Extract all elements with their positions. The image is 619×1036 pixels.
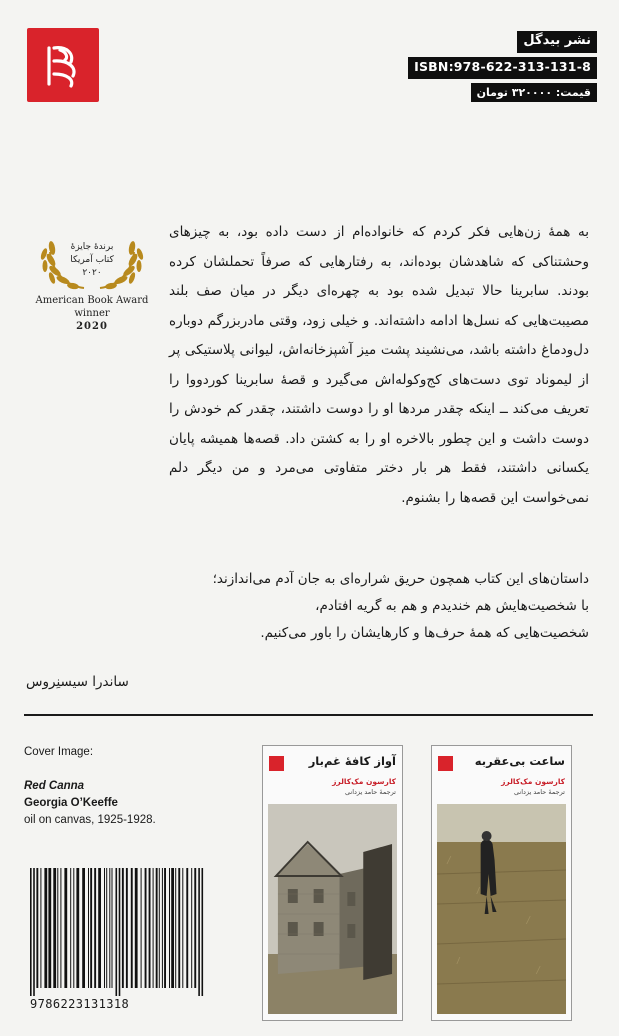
barcode-bar [191,868,192,988]
cover-image-title: Red Canna [24,780,85,792]
related-book-author: کارسون مک‌کالرز [501,777,565,786]
isbn-label: ISBN:978-622-313-131-8 [408,57,597,79]
publisher-logo-icon [438,756,453,771]
related-book-title: آواز کافهٔ غم‌بار [308,754,396,768]
barcode-bar [106,868,107,988]
publisher-logo [27,28,99,102]
barcode-bar [164,868,166,988]
barcode-bar [126,868,128,988]
publisher-logo-icon [269,756,284,771]
barcode-bar [145,868,147,988]
award-fa-text: برندهٔ جایزهٔ کتاب آمریکا ۲۰۲۰ [70,242,114,278]
related-book-translator: ترجمهٔ حامد یزدانی [513,788,565,796]
cover-image-label: Cover Image: [24,746,94,758]
isbn-barcode [28,868,208,1016]
barcode-bar [60,868,61,988]
related-book-cover [431,745,572,1021]
quote-line: با شخصیت‌هایش هم خندیدم و هم به گریه افتادم، [315,598,589,614]
barcode-bar [162,868,163,988]
barcode-bar [175,868,176,988]
related-book-title: ساعت بی‌عقربه [474,754,565,768]
barcode-bar [53,868,56,988]
cover-image-medium: oil on canvas, 1925-1928. [24,814,156,826]
barcode-bar [149,868,151,988]
barcode-bar [94,868,96,988]
barcode-bar [202,868,204,996]
publisher-logo-icon [27,28,99,102]
publisher-info [399,31,597,102]
barcode-bar [98,868,101,988]
barcode-bar [131,868,133,988]
review-quote [29,566,589,647]
barcode-bar [141,868,142,988]
barcode-bar [36,868,38,988]
barcode-bar [40,868,41,988]
barcode-bar [119,868,121,996]
barcode-bar [109,868,110,988]
barcode-number: 9786223131318 [30,997,130,1011]
publisher-name: نشر بیدگل [517,31,597,53]
barcode-bar [122,868,124,988]
barcode-bar [73,868,74,988]
barcode-bar [48,868,51,988]
quote-line: شخصیت‌هایی که همهٔ حرف‌ها و کارهایشان را باور می‌کنیم. [260,625,589,641]
barcode-bar [194,868,196,988]
barcode-bar [169,868,170,988]
barcode-icon [28,868,204,996]
blurb-text: به همهٔ زن‌هایی فکر کردم که خانواده‌ام از دست داده بود، به چیزهای وحشتناکی که شاهدشان بوده‌اند، به رفتارهایی که صرفاً تحملشان کرده بودند. سابرینا حالا تبدیل شده بود به چهره‌ای دیگر در میان صف بلند مصیبت‌هایی که نسل‌ها ادامه داشته‌اند. و خیلی زود، وقتی مادربزرگم دوباره دل‌ودماغ داشته باشد، می‌نشیند پشت میز آشپزخانه‌اش، لیوانی پلاستیکی پر از لیموناد توی دست‌های کج‌وکوله‌اش می‌گیرد و قصهٔ سابرینا کوردووا را تعریف می‌کند ــ اینکه چقدر مردها او را دوست داشتند، چقدر کم خودش را دوست داشت و این چطور بالاخره او را به کشتن داد. قصه‌ها همیشه پایان یکسانی داشتند، فقط هر بار دختر متفاوتی می‌مرد و من دیگر دلم نمی‌خواست این قصه‌ها را بشنوم. [169,224,589,506]
barcode-bar [178,868,180,988]
barcode-bar [116,868,118,996]
barcode-bar [30,868,32,996]
barcode-bar [70,868,71,988]
quote-author: ساندرا سیسنِروس [26,674,129,690]
barcode-bar [153,868,154,988]
barcode-bar [44,868,47,988]
barcode-bar [182,868,183,988]
award-en-text: American Book Award winner 2020 [35,295,149,332]
related-book-cover [262,745,403,1021]
barcode-bar [171,868,174,988]
related-book-translator: ترجمهٔ حامد یزدانی [344,788,396,796]
barcode-bar [64,868,67,988]
cover-image-artist: Georgia O’Keeffe [24,797,118,809]
barcode-bar [159,868,160,988]
barcode-bar [104,868,105,988]
barcode-bar [198,868,200,996]
barcode-bar [186,868,188,988]
related-book-artwork [268,804,397,1014]
barcode-bar [82,868,85,988]
related-book-author: کارسون مک‌کالرز [332,777,396,786]
barcode-bar [90,868,92,988]
barcode-bar [88,868,89,988]
barcode-bar [112,868,113,988]
cover-image-credit [24,744,224,829]
barcode-bar [76,868,79,988]
quote-line: داستان‌های این کتاب همچون حریق شراره‌ای به جان آدم می‌اندازند؛ [212,571,589,587]
related-book-artwork [437,804,566,1014]
barcode-bar [33,868,35,996]
barcode-bar [156,868,158,988]
award-badge [22,222,162,333]
barcode-bar [135,868,138,988]
price-label: قیمت: ۳۲۰۰۰۰ تومان [471,83,597,102]
barcode-bar [57,868,58,988]
section-divider [24,714,593,716]
